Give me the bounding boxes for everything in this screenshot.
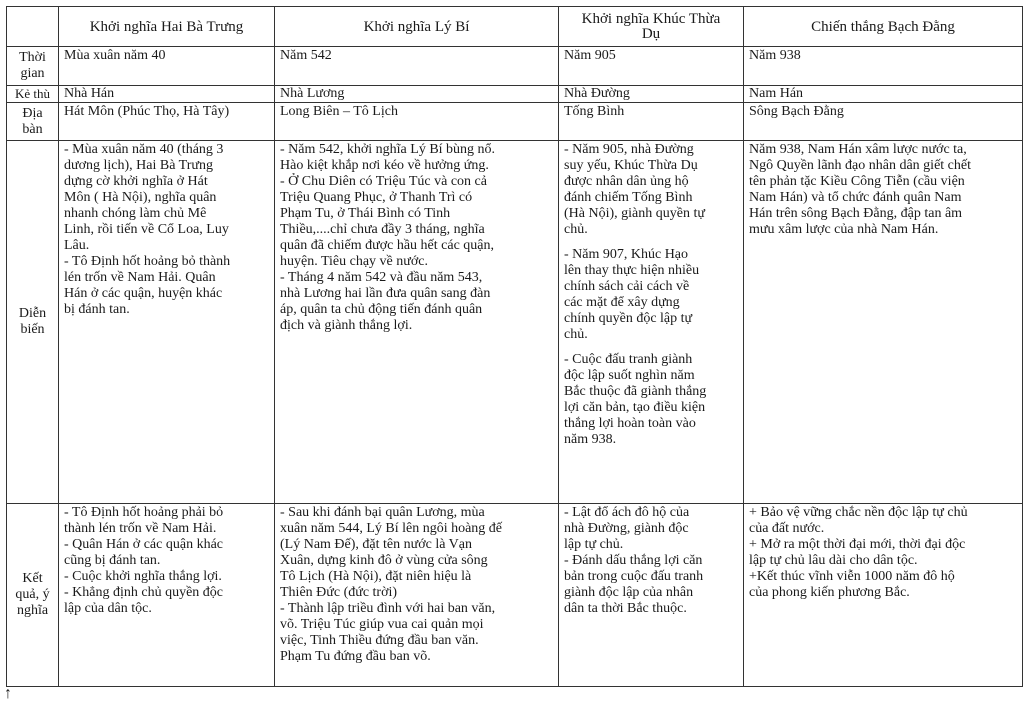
cell-time-hai-ba-trung: Mùa xuân năm 40 bbox=[59, 47, 275, 86]
cell-result-khuc-thua-du: - Lật đổ ách đô hộ của nhà Đường, giành độc lập tự chủ. - Đánh dấu thắng lợi căn bản trong cuộc đấu tranh giành độc lập của nhân dân ta thời Bắc thuộc. bbox=[559, 504, 744, 687]
events-khuc-paragraph-2: - Năm 907, Khúc Hạo lên thay thực hiện nhiều chính sách cải cách về các mặt để xây dựng chính quyền độc lập tự chủ. bbox=[564, 247, 700, 342]
cell-place-ly-bi: Long Biên – Tô Lịch bbox=[275, 103, 559, 141]
row-time bbox=[7, 47, 1023, 86]
row-enemy bbox=[7, 86, 1023, 103]
row-place bbox=[7, 103, 1023, 141]
cell-enemy-ly-bi: Nhà Lương bbox=[275, 86, 559, 103]
cell-enemy-hai-ba-trung: Nhà Hán bbox=[59, 86, 275, 103]
header-bach-dang: Chiến thắng Bạch Đằng bbox=[744, 7, 1023, 47]
cell-place-bach-dang: Sông Bạch Đằng bbox=[744, 103, 1023, 141]
header-row bbox=[7, 7, 1023, 47]
cell-place-khuc-thua-du: Tống Bình bbox=[559, 103, 744, 141]
row-label-time: Thời gian bbox=[7, 47, 59, 86]
cell-time-ly-bi: Năm 542 bbox=[275, 47, 559, 86]
events-khuc-paragraph-1: - Năm 905, nhà Đường suy yếu, Khúc Thừa Dụ được nhân dân ủng hộ đánh chiếm Tống Bình (Hà Nội), giành quyền tự chủ. bbox=[564, 142, 705, 237]
cell-events-bach-dang: Năm 938, Nam Hán xâm lược nước ta, Ngô Quyền lãnh đạo nhân dân giết chết tên phản tặc Kiều Công Tiễn (cầu viện Nam Hán) và tổ chức đánh quân Nam Hán trên sông Bạch Đằng, đập tan âm mưu xâm lược của nhà Nam Hán. bbox=[744, 141, 1023, 504]
cell-events-ly-bi: - Năm 542, khởi nghĩa Lý Bí bùng nổ. Hào kiệt khắp nơi kéo về hưởng ứng. - Ở Chu Diên có Triệu Túc và con cả Triệu Quang Phục, ở Thanh Trì có Phạm Tu, ở Thái Bình có Tinh Thiều,....chỉ chưa đầy 3 tháng, nghĩa quân đã chiếm được hầu hết các quận, huyện. Tiêu chạy về nước. - Tháng 4 năm 542 và đầu năm 543, nhà Lương hai lần đưa quân sang đàn áp, quân ta chủ động tiến đánh quân địch và giành thắng lợi. bbox=[275, 141, 559, 504]
cell-result-bach-dang: + Bảo vệ vững chắc nền độc lập tự chủ của đất nước. + Mở ra một thời đại mới, thời đại độc lập tự chủ lâu dài cho dân tộc. +Kết thúc vĩnh viễn 1000 năm đô hộ của phong kiến phương Bắc. bbox=[744, 504, 1023, 687]
row-label-enemy: Kẻ thù bbox=[7, 86, 59, 103]
events-khuc-paragraph-3: - Cuộc đấu tranh giành độc lập suốt nghìn năm Bắc thuộc đã giành thắng lợi căn bản, tạo điều kiện thắng lợi hoàn toàn vào năm 938. bbox=[564, 352, 707, 447]
cell-events-khuc-thua-du bbox=[559, 141, 744, 504]
cell-place-hai-ba-trung: Hát Môn (Phúc Thọ, Hà Tây) bbox=[59, 103, 275, 141]
cell-enemy-bach-dang: Nam Hán bbox=[744, 86, 1023, 103]
cell-time-khuc-thua-du: Năm 905 bbox=[559, 47, 744, 86]
row-label-result: Kết quả, ý nghĩa bbox=[7, 504, 59, 687]
history-table bbox=[6, 6, 1023, 687]
cell-result-hai-ba-trung: - Tô Định hốt hoảng phải bỏ thành lén trốn về Nam Hải. - Quân Hán ở các quận khác cũng bị đánh tan. - Cuộc khởi nghĩa thắng lợi. - Khẳng định chủ quyền độc lập của dân tộc. bbox=[59, 504, 275, 687]
cursor-arrow-symbol: ↑ bbox=[4, 685, 12, 702]
header-khuc-thua-du: Khởi nghĩa Khúc Thừa Dụ bbox=[559, 7, 744, 47]
cell-enemy-khuc-thua-du: Nhà Đường bbox=[559, 86, 744, 103]
header-corner bbox=[7, 7, 59, 47]
row-result bbox=[7, 504, 1023, 687]
cell-events-hai-ba-trung: - Mùa xuân năm 40 (tháng 3 dương lịch), Hai Bà Trưng dựng cờ khởi nghĩa ở Hát Môn ( Hà Nội), nghĩa quân nhanh chóng làm chủ Mê Linh, rồi tiến về Cổ Loa, Luy Lâu. - Tô Định hốt hoảng bỏ thành lén trốn về Nam Hải. Quân Hán ở các quận, huyện khác bị đánh tan. bbox=[59, 141, 275, 504]
row-label-events: Diễn biến bbox=[7, 141, 59, 504]
header-ly-bi: Khởi nghĩa Lý Bí bbox=[275, 7, 559, 47]
cell-time-bach-dang: Năm 938 bbox=[744, 47, 1023, 86]
cell-result-ly-bi: - Sau khi đánh bại quân Lương, mùa xuân năm 544, Lý Bí lên ngôi hoàng đế (Lý Nam Đế), đặt tên nước là Vạn Xuân, dựng kinh đô ở vùng cửa sông Tô Lịch (Hà Nội), đặt niên hiệu là Thiên Đức (đức trời) - Thành lập triều đình với hai ban văn, võ. Triệu Túc giúp vua cai quản mọi việc, Tinh Thiều đứng đầu ban văn. Phạm Tu đứng đầu ban võ. bbox=[275, 504, 559, 687]
row-events bbox=[7, 141, 1023, 504]
header-hai-ba-trung: Khởi nghĩa Hai Bà Trưng bbox=[59, 7, 275, 47]
row-label-place: Địa bàn bbox=[7, 103, 59, 141]
